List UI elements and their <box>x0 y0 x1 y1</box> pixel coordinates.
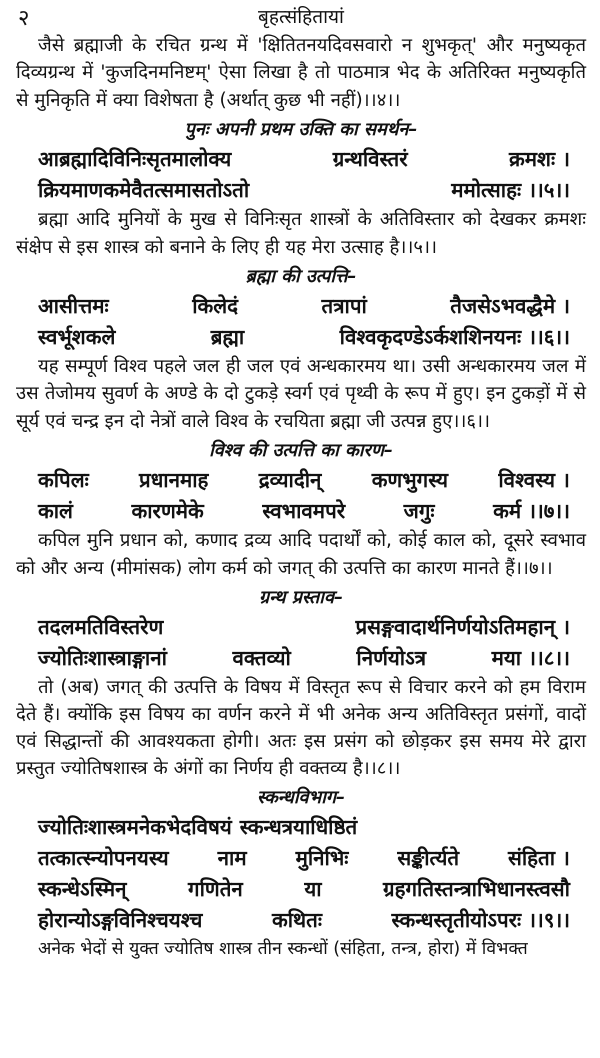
verse-word: निर्णयोऽत्र <box>356 646 427 671</box>
verse-5-line-2 <box>16 175 586 206</box>
verse-word: तत्कात्स्न्योपनयस्य <box>38 846 169 871</box>
verse-word: वक्तव्यो <box>232 646 291 671</box>
verse-word: जगुः <box>403 499 435 524</box>
verse-9-line-1 <box>16 812 586 843</box>
verse-word: प्रसङ्गवादार्थनिर्णयोऽतिमहान् । <box>355 615 570 640</box>
verse-word: स्कन्धेऽस्मिन् <box>38 877 127 902</box>
verse-5-line-1 <box>16 144 586 175</box>
verse-word: क्रियमाणकमेवैतत्समासतोऽतो <box>38 178 250 203</box>
verse-word: स्वभावमपरे <box>262 499 346 524</box>
verse-word: विश्वकृदण्डेऽर्कशशिनयनः ।।६।। <box>339 325 570 350</box>
verse-word: कारणमेके <box>131 499 204 524</box>
verse-word: गणितेन <box>188 877 243 902</box>
section-heading-5: स्कन्धविभाग– <box>256 787 345 809</box>
verse-9-line-4 <box>16 905 586 936</box>
verse-word: नाम <box>217 846 247 871</box>
commentary-paragraph-5: ब्रह्मा आदि मुनियों के मुख से विनिःसृत शास्त्रों के अतिविस्तार को देखकर क्रमशः संक्षेप से इस शास्त्र को बनाने के लिए ही यह मेरा उत्साह है।।५।। <box>16 209 586 258</box>
verse-word: या <box>304 877 322 902</box>
verse-word: प्रधानमाह <box>139 468 209 493</box>
verse-6-line-2 <box>16 322 586 353</box>
running-title: बृहत्संहितायां <box>258 6 344 28</box>
commentary-paragraph-4: जैसे ब्रह्माजी के रचित ग्रन्थ में 'क्षितितनयदिवसवारो न शुभकृत्' और मनुष्यकृत दिव्यग्रन्थ में 'कुजदिनमनिष्टम्' ऐसा लिखा है तो पाठमात्र भेद के अतिरिक्त मनुष्यकृति से मुनिकृति में क्या विशेषता है (अर्थात् कुछ भी नहीं)।।४।। <box>16 35 586 111</box>
section-heading-4: ग्रन्थ प्रस्ताव– <box>259 587 343 609</box>
verse-word: आसीत्तमः <box>38 294 109 319</box>
verse-6-line-1 <box>16 291 586 322</box>
verse-word: कथितः <box>271 908 322 933</box>
verse-8-line-2 <box>16 643 586 674</box>
page-header <box>16 0 586 32</box>
verse-word: तैजसेऽभवद्धैमे । <box>450 294 570 319</box>
verse-word: कणभुगस्य <box>371 468 449 493</box>
commentary-paragraph-8: तो (अब) जगत् की उत्पत्ति के विषय में विस्तृत रूप से विचार करने को हम विराम देते हैं। क्योंकि इस विषय का वर्णन करने में भी अनेक अन्य अतिविस्तृत प्रसंगों, वादों एवं सिद्धान्तों की आवश्यकता होगी। अतः इस प्रसंग को छोड़कर इस समय मेरे द्वारा प्रस्तुत ज्योतिषशास्त्र के अंगों का निर्णय ही वक्तव्य है।।८।। <box>16 677 586 780</box>
verse-word: क्रमशः । <box>509 147 570 172</box>
section-heading-3: विश्व की उत्पत्ति का कारण– <box>209 440 393 462</box>
verse-word: ग्रन्थविस्तरं <box>332 147 408 172</box>
verse-9-line-2 <box>16 843 586 874</box>
verse-7-line-2 <box>16 496 586 527</box>
verse-word: ममोत्साहः ।।५।। <box>451 178 570 203</box>
verse-word: ब्रह्मा <box>210 325 245 350</box>
verse-8-line-1 <box>16 612 586 643</box>
verse-word: कालं <box>38 499 73 524</box>
verse-word: तत्रापां <box>321 294 367 319</box>
verse-word: स्कन्धस्तृतीयोऽपरः ।।९।। <box>391 908 570 933</box>
verse-word: ज्योतिःशास्त्रमनेकभेदविषयं <box>38 815 232 840</box>
verse-word: कपिलः <box>38 468 89 493</box>
verse-word: सङ्कीर्त्यते <box>397 846 460 871</box>
section-heading-2: ब्रह्मा की उत्पत्ति– <box>245 266 357 288</box>
verse-word: किलेदं <box>192 294 239 319</box>
verse-word: कर्म ।।७।। <box>493 499 570 524</box>
verse-word: स्वर्भूशकले <box>38 325 116 350</box>
verse-word: विश्वस्य । <box>498 468 570 493</box>
page-number: २ <box>18 6 30 31</box>
verse-9-line-3 <box>16 874 586 905</box>
verse-word: द्रव्यादीन् <box>258 468 322 493</box>
verse-word: मुनिभिः <box>295 846 349 871</box>
verse-word: मया ।।८।। <box>491 646 570 671</box>
section-heading-1: पुनः अपनी प्रथम उक्ति का समर्थन– <box>184 119 418 141</box>
verse-word: स्कन्धत्रयाधिष्ठितं <box>239 815 358 840</box>
verse-word: तदलमतिविस्तरेण <box>38 615 164 640</box>
commentary-paragraph-6: यह सम्पूर्ण विश्व पहले जल ही जल एवं अन्धकारमय था। उसी अन्धकारमय जल में उस तेजोमय सुवर्ण के अण्डे के दो टुकड़े स्वर्ग एवं पृथ्वी के रूप में हुए। इन टुकड़ों में से सूर्य एवं चन्द्र इन दो नेत्रों वाले विश्व के रचयिता ब्रह्मा जी उत्पन्न हुए।।६।। <box>16 356 586 432</box>
commentary-paragraph-7: कपिल मुनि प्रधान को, कणाद द्रव्य आदि पदार्थों को, कोई काल को, दूसरे स्वभाव को और अन्य (मीमांसक) लोग कर्म को जगत् की उत्पत्ति का कारण मानते हैं।।७।। <box>16 530 586 579</box>
verse-word: होरान्योऽङ्गविनिश्चयश्च <box>38 908 203 933</box>
commentary-paragraph-9: अनेक भेदों से युक्त ज्योतिष शास्त्र तीन स्कन्धों (संहिता, तन्त्र, होरा) में विभक्त <box>38 939 528 960</box>
verse-7-line-1 <box>16 465 586 496</box>
verse-word: आब्रह्मादिविनिःसृतमालोक्य <box>38 147 232 172</box>
verse-word: ज्योतिःशास्त्राङ्गानां <box>38 646 167 671</box>
verse-word: संहिता । <box>508 846 570 871</box>
verse-word: ग्रहगतिस्तन्त्राभिधानस्त्वसौ <box>383 877 570 902</box>
